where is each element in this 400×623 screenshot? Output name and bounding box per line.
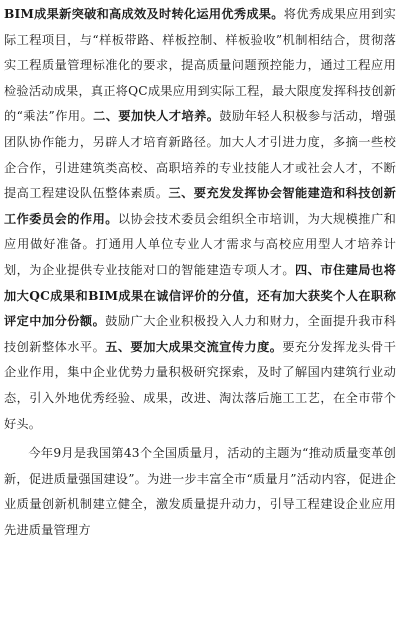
heading-publicity: 五、要加大成果交流宣传力度。 <box>105 339 283 354</box>
body-text: 今年9月是我国第43个全国质量月，活动的主题为“推动质量变革创新，促进质量强国建设”。为进一步丰富全市“质量月”活动内容，促进企业质量创新机制建立健全，激发质量提升动力，引导工程建设企业应用先进质量管理方 <box>4 446 396 537</box>
body-text: 将优秀成果应用到实际工程项目，与“样板带路、样板控制、样板验收”机制相结合，贯彻落实工程质量管理标准化的要求，提高质量问题预控能力，通过工程应用检验活动成果，真正将QC成果应用到实际工程，最大限度发挥科技创新的“乘法”作用。 <box>4 7 397 124</box>
heading-evaluation-scores: 四、市住建局也将加大QC成果和BIM成果在诚信评价的分值，还有加大获奖个人在职称评定中加分份额。 <box>4 262 396 329</box>
paragraph-1 <box>4 2 396 437</box>
body-text: 以协会技术委员会组织全市培训，为大规模推广和应用做好准备。打通用人单位专业人才需求与高校应用型人才培养计划，为企业提供专业技能对口的智能建造专项人才。 <box>4 211 396 277</box>
paragraph-2 <box>4 441 396 543</box>
heading-association-role: 三、要充发发挥协会智能建造和科技创新工作委员会的作用。 <box>4 186 396 226</box>
body-text: 要充分发挥龙头骨干企业作用，集中企业优势力量积极研究探索，及时了解国内建筑行业动态，引入外地优秀经验、成果，改进、淘汰落后施工工艺，在全市带个好头。 <box>4 339 396 431</box>
body-text: 鼓励广大企业积极投入人力和财力，全面提升我市科技创新整体水平。 <box>4 314 396 354</box>
body-text: 鼓励年轻人积极参与活动，增强团队协作能力，另辟人才培育新路径。加大人才引进力度，多摘一些校企合作，引进建筑类高校、高职培养的专业技能人才或社会人才，不断提高工程建设队伍整体素质。 <box>4 109 396 201</box>
heading-talent-training: 二、要加快人才培养。 <box>93 109 220 124</box>
heading-bim-results: BIM成果新突破和高成效及时转化运用优秀成果。 <box>4 7 284 21</box>
